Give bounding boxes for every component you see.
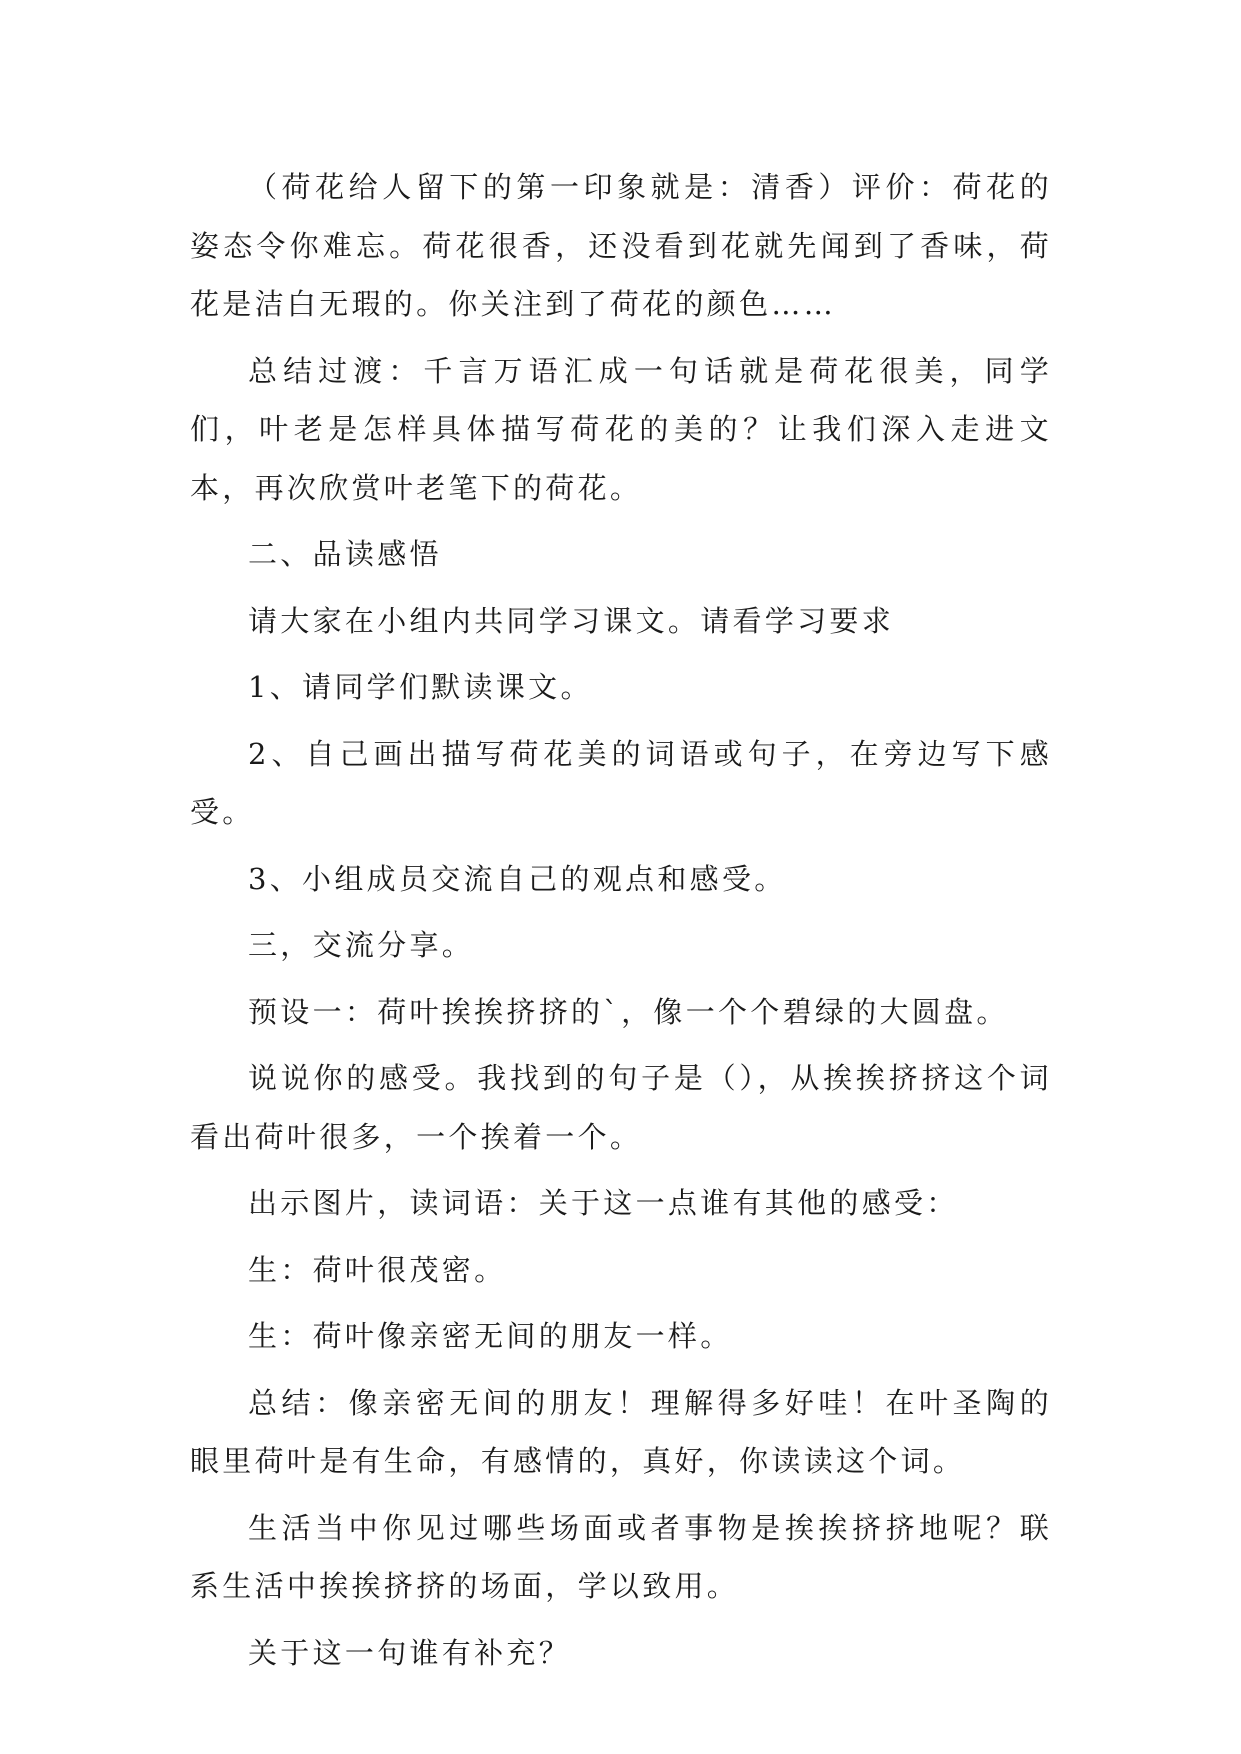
- paragraph-show-pictures: 出示图片，读词语：关于这一点谁有其他的感受：: [248, 1186, 959, 1220]
- paragraph-transition-summary: 总结过渡：千言万语汇成一句话就是荷花很美，同学们，叶老是怎样具体描写荷花的美的？让我们深入走进文本，再次欣赏叶老笔下的荷花。: [190, 353, 1052, 505]
- student-answer-2: 生：荷叶像亲密无间的朋友一样。: [248, 1319, 733, 1353]
- section-heading-sharing: 三，交流分享。: [248, 928, 475, 962]
- paragraph-evaluation: （荷花给人留下的第一印象就是：清香）评价：荷花的姿态令你难忘。荷花很香，还没看到花就先闻到了香味，荷花是洁白无瑕的。你关注到了荷花的颜色……: [190, 170, 1052, 321]
- paragraph-life-connection: 生活当中你见过哪些场面或者事物是挨挨挤挤地呢？联系生活中挨挨挤挤的场面，学以致用。: [190, 1510, 1052, 1603]
- paragraph-summary: 总结：像亲密无间的朋友！理解得多好哇！在叶圣陶的眼里荷叶是有生命，有感情的，真好，你读读这个词。: [190, 1385, 1052, 1478]
- document-body: [190, 158, 1052, 1690]
- student-answer-1: 生：荷叶很茂密。: [248, 1252, 507, 1287]
- requirement-item-3: 3、小组成员交流自己的观点和感受。: [248, 861, 787, 896]
- requirement-item-1: 1、请同学们默读课文。: [248, 670, 593, 704]
- requirement-item-2: 2、自己画出描写荷花美的词语或句子，在旁边写下感受。: [190, 736, 1052, 829]
- paragraph-share-feelings: 说说你的感受。我找到的句子是（），从挨挨挤挤这个词看出荷叶很多，一个挨着一个。: [190, 1061, 1052, 1154]
- paragraph-preset-one: 预设一：荷叶挨挨挤挤的`，像一个个碧绿的大圆盘。: [248, 994, 1009, 1029]
- section-heading-reading: 二、品读感悟: [248, 537, 442, 571]
- paragraph-supplement-question: 关于这一句谁有补充？: [248, 1635, 572, 1670]
- paragraph-group-study: 请大家在小组内共同学习课文。请看学习要求: [248, 603, 895, 638]
